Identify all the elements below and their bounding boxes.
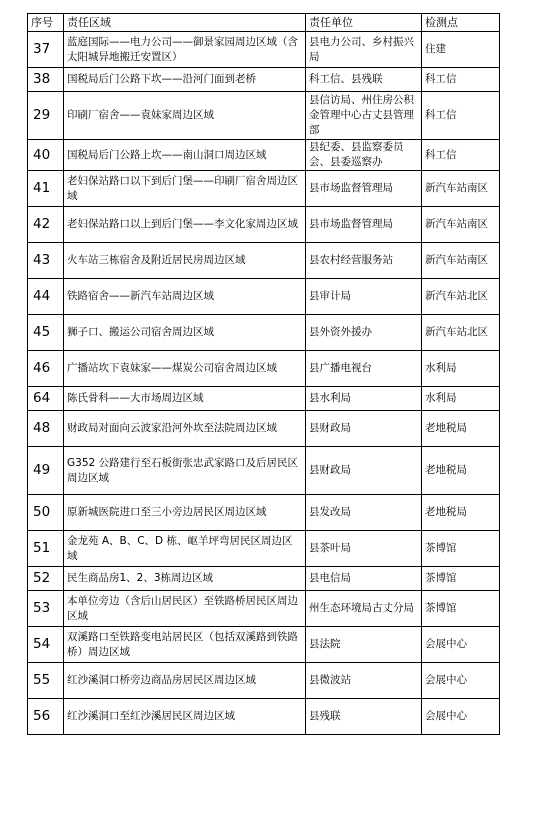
table-row: [28, 243, 500, 279]
table-row: [28, 68, 500, 92]
cell-unit: 县电力公司、乡村振兴局: [306, 32, 422, 68]
cell-point: 新汽车站北区: [422, 315, 500, 351]
cell-point: 新汽车站南区: [422, 171, 500, 207]
cell-point: 茶博馆: [422, 591, 500, 627]
cell-point: 水利局: [422, 387, 500, 411]
table-row: [28, 411, 500, 447]
header-point: 检测点: [422, 14, 500, 32]
cell-point: 会展中心: [422, 663, 500, 699]
table-row: [28, 207, 500, 243]
cell-point: 新汽车站南区: [422, 243, 500, 279]
cell-area: 国税局后门公路上坎——南山洞口周边区域: [64, 140, 306, 171]
cell-point: 老地税局: [422, 447, 500, 495]
cell-unit: 县财政局: [306, 447, 422, 495]
cell-unit: 县审计局: [306, 279, 422, 315]
cell-area: G352 公路建行至石板街张忠武家路口及后居民区周边区域: [64, 447, 306, 495]
cell-area: 狮子口、搬运公司宿舍周边区域: [64, 315, 306, 351]
cell-point: 水利局: [422, 351, 500, 387]
table-row: [28, 140, 500, 171]
cell-point: 茶博馆: [422, 531, 500, 567]
cell-no: 46: [28, 351, 64, 387]
cell-point: 科工信: [422, 140, 500, 171]
cell-area: 老妇保站路口以下到后门堡——印刷厂宿舍周边区域: [64, 171, 306, 207]
cell-unit: 县发改局: [306, 495, 422, 531]
responsibility-table: [27, 13, 500, 735]
cell-point: 科工信: [422, 68, 500, 92]
cell-area: 红沙溪洞口至红沙溪居民区周边区域: [64, 699, 306, 735]
table-row: [28, 351, 500, 387]
table-row: [28, 663, 500, 699]
cell-area: 原新城医院进口至三小旁边居民区周边区域: [64, 495, 306, 531]
cell-area: 陈氏骨科——大市场周边区域: [64, 387, 306, 411]
cell-no: 51: [28, 531, 64, 567]
cell-unit: 州生态环境局古丈分局: [306, 591, 422, 627]
table-header-row: [28, 14, 500, 32]
cell-area: 国税局后门公路下坎——沿河门面到老桥: [64, 68, 306, 92]
cell-unit: 县微波站: [306, 663, 422, 699]
cell-point: 住建: [422, 32, 500, 68]
cell-no: 49: [28, 447, 64, 495]
cell-no: 48: [28, 411, 64, 447]
cell-point: 新汽车站南区: [422, 207, 500, 243]
cell-area: 金龙苑 A、B、C、D 栋、岖羊坪弯居民区周边区域: [64, 531, 306, 567]
header-unit: 责任单位: [306, 14, 422, 32]
header-no: 序号: [28, 14, 64, 32]
table-row: [28, 92, 500, 140]
cell-point: 科工信: [422, 92, 500, 140]
table-row: [28, 32, 500, 68]
cell-area: 老妇保站路口以上到后门堡——李文化家周边区域: [64, 207, 306, 243]
cell-no: 42: [28, 207, 64, 243]
cell-point: 新汽车站北区: [422, 279, 500, 315]
cell-no: 41: [28, 171, 64, 207]
table-row: [28, 531, 500, 567]
cell-area: 民生商品房1、2、3栋周边区域: [64, 567, 306, 591]
cell-unit: 县信访局、州住房公积金管理中心古丈县管理部: [306, 92, 422, 140]
cell-no: 52: [28, 567, 64, 591]
cell-unit: 县财政局: [306, 411, 422, 447]
header-area: 责任区域: [64, 14, 306, 32]
table-row: [28, 447, 500, 495]
cell-area: 财政局对面向云波家沿河外坎至法院周边区域: [64, 411, 306, 447]
cell-no: 43: [28, 243, 64, 279]
cell-no: 55: [28, 663, 64, 699]
cell-unit: 县茶叶局: [306, 531, 422, 567]
cell-area: 双溪路口至铁路变电站居民区（包括双溪路到铁路桥）周边区域: [64, 627, 306, 663]
cell-unit: 科工信、县残联: [306, 68, 422, 92]
cell-point: 会展中心: [422, 699, 500, 735]
cell-no: 64: [28, 387, 64, 411]
table-row: [28, 567, 500, 591]
table-row: [28, 279, 500, 315]
cell-area: 火车站三栋宿舍及附近居民房周边区域: [64, 243, 306, 279]
cell-unit: 县残联: [306, 699, 422, 735]
cell-no: 56: [28, 699, 64, 735]
table-row: [28, 315, 500, 351]
cell-area: 本单位旁边（含后山居民区）至铁路桥居民区周边区域: [64, 591, 306, 627]
cell-point: 老地税局: [422, 411, 500, 447]
cell-no: 45: [28, 315, 64, 351]
cell-unit: 县法院: [306, 627, 422, 663]
table-body: [28, 32, 500, 735]
cell-unit: 县广播电视台: [306, 351, 422, 387]
cell-unit: 县纪委、县监察委员会、县委巡察办: [306, 140, 422, 171]
cell-no: 50: [28, 495, 64, 531]
table-row: [28, 627, 500, 663]
cell-no: 37: [28, 32, 64, 68]
cell-no: 29: [28, 92, 64, 140]
cell-no: 40: [28, 140, 64, 171]
table-row: [28, 387, 500, 411]
cell-no: 54: [28, 627, 64, 663]
cell-unit: 县市场监督管理局: [306, 207, 422, 243]
cell-no: 38: [28, 68, 64, 92]
cell-unit: 县市场监督管理局: [306, 171, 422, 207]
cell-area: 铁路宿舍——新汽车站周边区域: [64, 279, 306, 315]
table-row: [28, 171, 500, 207]
cell-unit: 县外资外援办: [306, 315, 422, 351]
cell-no: 44: [28, 279, 64, 315]
cell-no: 53: [28, 591, 64, 627]
table-row: [28, 495, 500, 531]
cell-area: 广播站坎下袁妹家——煤炭公司宿舍周边区域: [64, 351, 306, 387]
cell-point: 茶博馆: [422, 567, 500, 591]
table-row: [28, 699, 500, 735]
cell-point: 老地税局: [422, 495, 500, 531]
cell-unit: 县电信局: [306, 567, 422, 591]
cell-unit: 县水利局: [306, 387, 422, 411]
cell-unit: 县农村经营服务站: [306, 243, 422, 279]
cell-area: 印刷厂宿舍——袁妹家周边区域: [64, 92, 306, 140]
cell-area: 蓝庭国际——电力公司——御景家园周边区域（含太阳城异地搬迁安置区）: [64, 32, 306, 68]
cell-point: 会展中心: [422, 627, 500, 663]
table-row: [28, 591, 500, 627]
cell-area: 红沙溪洞口桥旁边商品房居民区周边区域: [64, 663, 306, 699]
